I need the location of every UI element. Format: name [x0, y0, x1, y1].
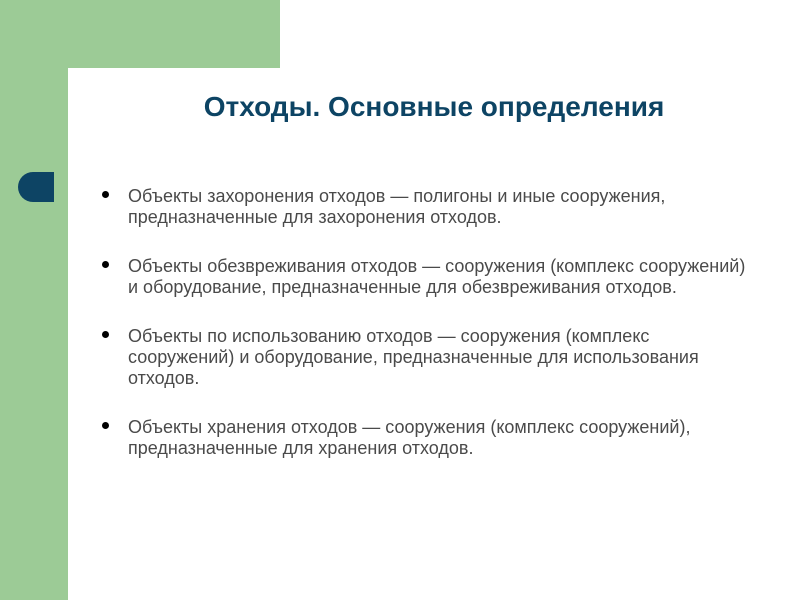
bullet-item	[98, 186, 758, 228]
bullet-text: Объекты обезвреживания отходов — сооружения (комплекс сооружений) и оборудование, предназначенные для обезвреживания отходов.	[128, 256, 746, 297]
bullet-item	[98, 417, 758, 459]
bullet-item	[98, 326, 758, 389]
bullet-text: Объекты по использованию отходов — сооружения (комплекс сооружений) и оборудование, предназначенные для использования отходов.	[128, 326, 699, 388]
bullet-dot-icon	[102, 331, 109, 338]
bullet-text: Объекты захоронения отходов — полигоны и иные сооружения, предназначенные для захоронения отходов.	[128, 186, 666, 227]
decor-navy-tab	[18, 172, 54, 202]
bullet-dot-icon	[102, 191, 109, 198]
bullet-text: Объекты хранения отходов — сооружения (комплекс сооружений), предназначенные для хранения отходов.	[128, 417, 691, 458]
decor-green-band-left	[0, 0, 68, 600]
bullet-list	[98, 186, 758, 487]
bullet-dot-icon	[102, 261, 109, 268]
bullet-dot-icon	[102, 422, 109, 429]
bullet-item	[98, 256, 758, 298]
slide-title: Отходы. Основные определения	[203, 91, 665, 122]
